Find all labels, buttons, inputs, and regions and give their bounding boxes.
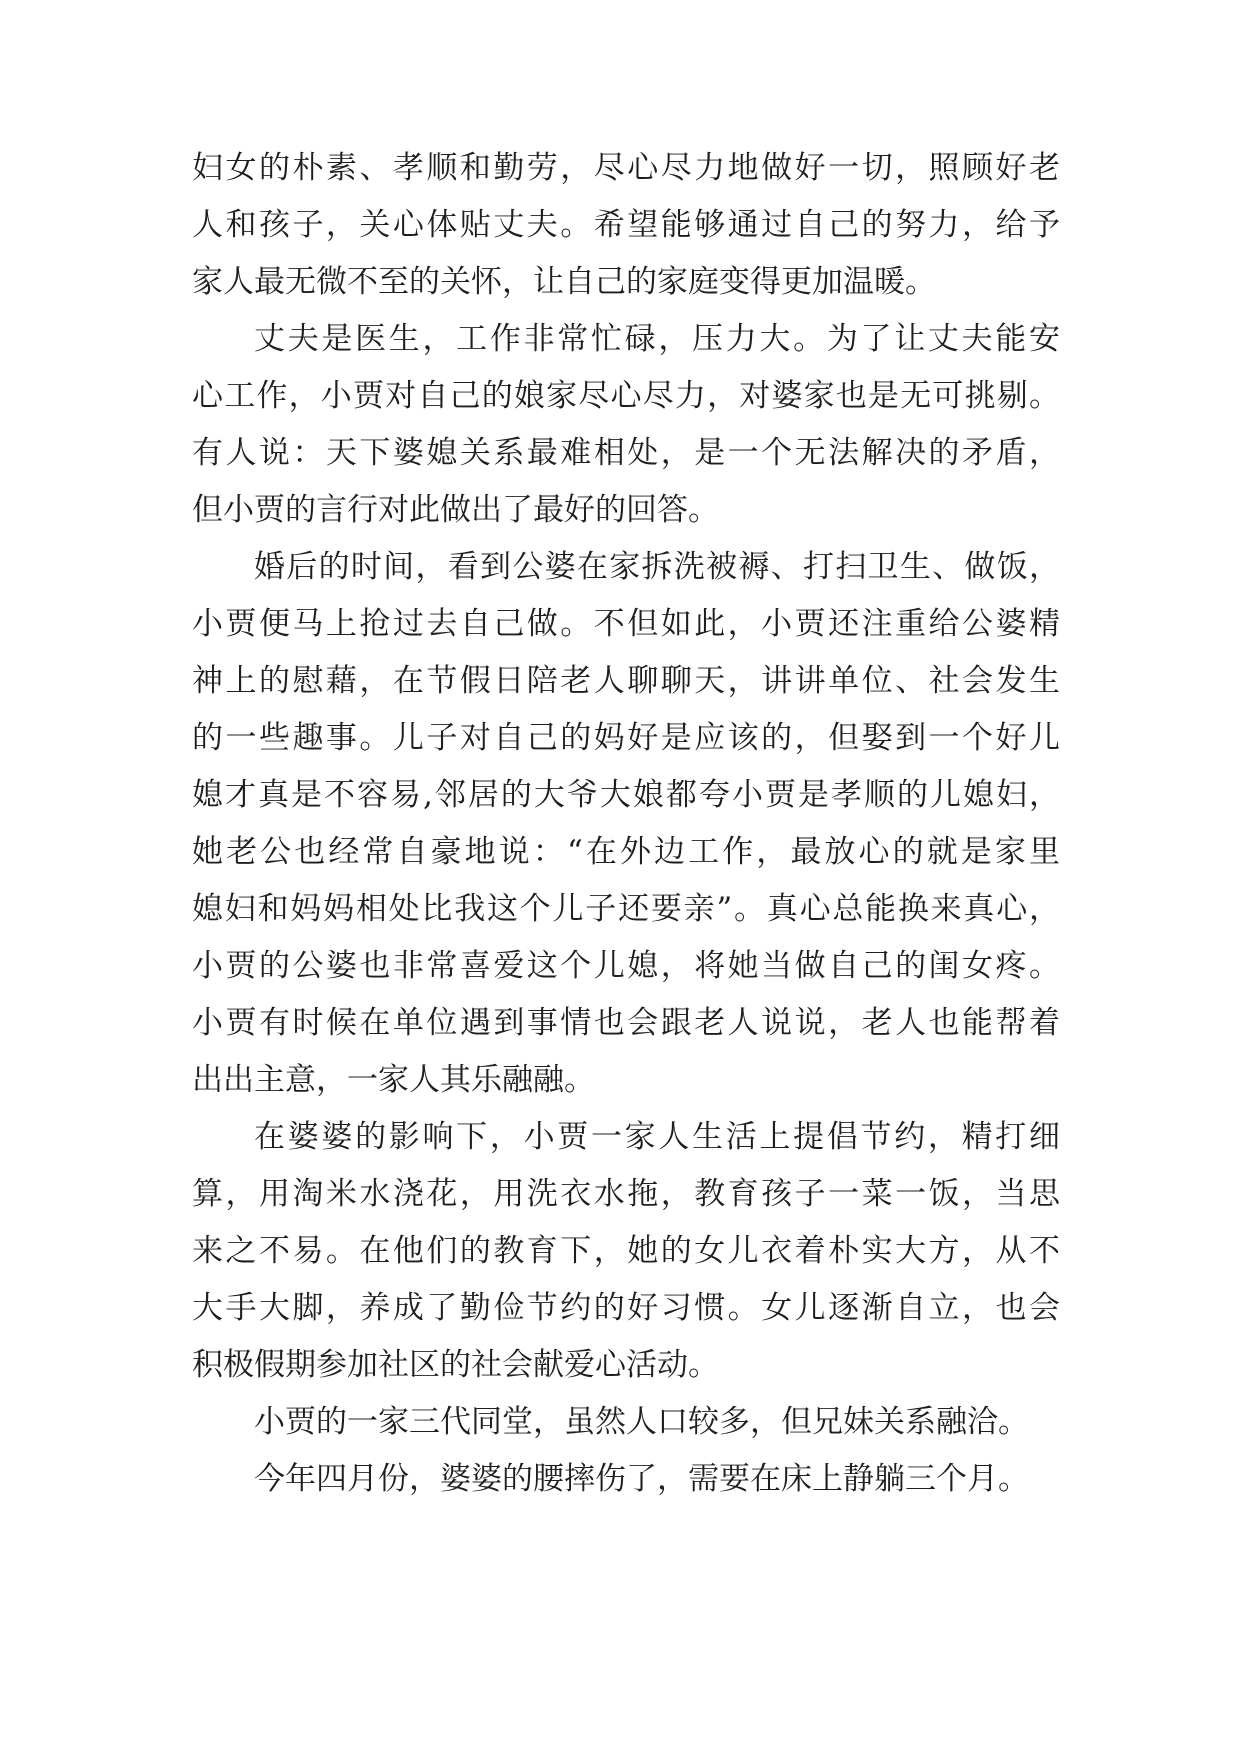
- text-line: 小贾有时候在单位遇到事情也会跟老人说说，老人也能帮着: [192, 1005, 1060, 1041]
- text-line: 积极假期参加社区的社会献爱心活动。: [192, 1347, 719, 1383]
- text-line: 但小贾的言行对此做出了最好的回答。: [192, 492, 719, 528]
- text-line: 小贾的公婆也非常喜爱这个儿媳，将她当做自己的闺女疼。: [192, 948, 1060, 984]
- text-line: 算，用淘米水浇花，用洗衣水拖，教育孩子一菜一饭，当思: [192, 1176, 1060, 1212]
- text-line: 大手大脚，养成了勤俭节约的好习惯。女儿逐渐自立，也会: [192, 1290, 1060, 1326]
- text-line: 出出主意，一家人其乐融融。: [192, 1062, 595, 1098]
- paragraph-first-line: 在婆婆的影响下，小贾一家人生活上提倡节约，精打细: [254, 1119, 1060, 1155]
- text-line: 媳妇和妈妈相处比我这个儿子还要亲”。真心总能换来真心，: [192, 891, 1060, 927]
- paragraph-first-line: 婚后的时间，看到公婆在家拆洗被褥、打扫卫生、做饭，: [254, 549, 1060, 585]
- text-line: 有人说：天下婆媳关系最难相处，是一个无法解决的矛盾，: [192, 435, 1060, 471]
- text-line: 媳才真是不容易,邻居的大爷大娘都夸小贾是孝顺的儿媳妇，: [192, 777, 1060, 813]
- paragraph-first-line: 丈夫是医生，工作非常忙碌，压力大。为了让丈夫能安: [254, 321, 1060, 357]
- paragraph-first-line: 小贾的一家三代同堂，虽然人口较多，但兄妹关系融洽。: [254, 1404, 1029, 1440]
- text-line: 心工作，小贾对自己的娘家尽心尽力，对婆家也是无可挑剔。: [192, 378, 1060, 414]
- body-text: [192, 140, 1060, 1508]
- text-line: 神上的慰藉，在节假日陪老人聊聊天，讲讲单位、社会发生: [192, 663, 1060, 699]
- text-line: 人和孩子，关心体贴丈夫。希望能够通过自己的努力，给予: [192, 207, 1060, 243]
- text-line: 家人最无微不至的关怀，让自己的家庭变得更加温暖。: [192, 264, 936, 300]
- text-line: 她老公也经常自豪地说：“在外边工作，最放心的就是家里: [192, 834, 1060, 870]
- text-line: 的一些趣事。儿子对自己的妈好是应该的，但娶到一个好儿: [192, 720, 1060, 756]
- text-line: 妇女的朴素、孝顺和勤劳，尽心尽力地做好一切，照顾好老: [192, 150, 1060, 186]
- text-line: 来之不易。在他们的教育下，她的女儿衣着朴实大方，从不: [192, 1233, 1060, 1269]
- paragraph-first-line: 今年四月份，婆婆的腰摔伤了，需要在床上静躺三个月。: [254, 1461, 1029, 1497]
- text-line: 小贾便马上抢过去自己做。不但如此，小贾还注重给公婆精: [192, 606, 1060, 642]
